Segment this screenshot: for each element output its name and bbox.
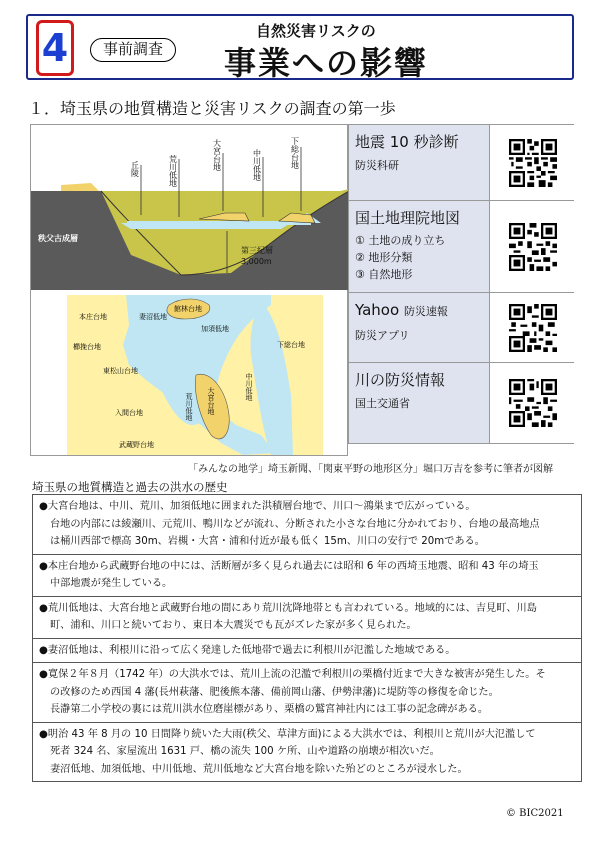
history-line: 死者 324 名、家屋流出 1631 戸、橋の流失 100 ケ所、山や道路の崩壊が相次いだ。	[50, 746, 440, 757]
header-subtitle: 自然災害リスクの	[256, 22, 376, 40]
history-title: 埼玉県の地質構造と過去の洪水の歴史	[32, 480, 228, 494]
cross-label-shimousa: 下総台地	[290, 137, 300, 169]
history-line: ●妻沼低地は、利根川に沿って広く発達した低地帯で過去に利根川が氾濫した地域である。	[39, 644, 456, 656]
map-label-honjo: 本庄台地	[79, 313, 107, 321]
page-header	[26, 14, 574, 80]
history-line: の改修のため西国 4 藩(長州萩藩、肥後熊本藩、備前岡山藩、伊勢津藩)に堤防等の修復を命じた。	[50, 686, 499, 698]
history-row	[33, 555, 581, 597]
qr-code-icon[interactable]	[489, 201, 575, 292]
resource-item-yahoo[interactable]	[349, 293, 573, 363]
map-label-kazo: 加須低地	[201, 325, 229, 333]
qr-code-icon	[509, 379, 557, 427]
chapter-number: 4	[41, 26, 69, 70]
history-line: ●寛保２年８月（1742 年）の大洪水では、荒川上流の氾濫で利根川の栗橋付近まで大きな被害が発生した。そ	[39, 669, 546, 680]
resource-sidebar	[348, 124, 574, 444]
qr-code-icon	[509, 304, 557, 352]
figure-caption: 「みんなの地学」埼玉新聞、「関東平野の地形区分」堀口万吉を参考に筆者が図解	[188, 464, 553, 475]
history-line: 中部地震が発生している。	[50, 578, 173, 589]
cross-label-arakawa: 荒川低地	[168, 155, 178, 187]
history-line: ●大宮台地は、中川、荒川、加須低地に囲まれた洪積層台地で、川口～鴻巣まで広がっている。	[39, 501, 476, 512]
geology-figure-svg	[31, 125, 349, 457]
qr-code-icon[interactable]	[489, 125, 575, 200]
page-title: 事業への影響	[224, 44, 429, 82]
history-line: は桶川西部で標高 30m、岩槻・大宮・浦和付近が最も低く 15m、川口の安行で 20mである。	[50, 536, 485, 547]
resource-title-suffix: 防災速報	[403, 305, 448, 318]
map-label-arakawa: 荒川低地	[185, 393, 193, 421]
resource-sub: 防災科研	[355, 159, 399, 172]
geology-figure	[30, 124, 348, 456]
copyright: © BIC2021	[506, 808, 564, 819]
depth-label: 第三紀層	[241, 246, 273, 255]
cross-label-nakagawa: 中川低地	[252, 149, 262, 181]
history-table	[32, 494, 582, 782]
history-line: ●荒川低地は、大宮台地と武蔵野台地の間にあり荒川沈降地帯とも言われている。地域的には、吉見町、川島	[39, 602, 537, 614]
history-row	[33, 663, 581, 723]
resource-sub: 防災アプリ	[355, 329, 410, 342]
cross-label-hill: 丘陵	[130, 161, 140, 177]
section-title: １．埼玉県の地質構造と災害リスクの調査の第一歩	[28, 99, 396, 118]
resource-list-item: ③ 自然地形	[355, 268, 413, 281]
resource-title: Yahoo	[355, 301, 400, 319]
resource-title: 地震 10 秒診断	[355, 133, 459, 151]
resource-item-chiriin[interactable]	[349, 201, 573, 293]
map-label-menuma: 妻沼低地	[139, 313, 167, 321]
region-map	[67, 295, 323, 455]
history-line: 長瀞第二小学校の裏には荒川洪水位磨崖標があり、栗橋の鷲宮神社内には工事の記念碑がある。	[50, 704, 489, 715]
cross-section	[31, 137, 349, 290]
map-label-higashimatsuyama: 東松山台地	[103, 367, 138, 375]
history-line: 台地の内部には綾瀬川、元荒川、鴨川などが流れ、分断された小さな台地に分かれており、台地の最高地点	[50, 518, 540, 530]
map-label-nakagawa: 中川低地	[245, 373, 253, 401]
map-label-tatebayashi: 館林台地	[174, 305, 202, 313]
history-line: ●明治 43 年 8 月の 10 日間降り続いた大雨(秩父、草津方面)による大洪水では、利根川と荒川が大氾濫して	[39, 728, 536, 740]
history-line: 町、浦和、川口と続いており、東日本大震災でも瓦がズレた家が多く見られた。	[50, 620, 417, 631]
map-label-iruma: 入間台地	[115, 409, 143, 417]
resource-title: 国土地理院地図	[355, 209, 461, 227]
qr-code-icon	[509, 139, 557, 187]
cross-label-omiya: 大宮台地	[212, 139, 222, 171]
history-line: ●本庄台地から武蔵野台地の中には、活断層が多く見られ過去には昭和 6 年の西埼玉地震、昭和 43 年の埼玉	[39, 560, 539, 572]
history-row	[33, 639, 581, 664]
history-row	[33, 495, 581, 555]
resource-item-kawa[interactable]	[349, 363, 573, 443]
depth-value: 3,000m	[241, 257, 272, 266]
resource-list-item: ② 地形分類	[355, 251, 413, 264]
map-label-shimousa: 下総台地	[277, 341, 305, 349]
history-row	[33, 597, 581, 639]
map-label-kushibiki: 櫛挽台地	[73, 343, 101, 351]
history-row	[33, 723, 581, 782]
map-label-omiya: 大宮台地	[207, 387, 215, 415]
qr-code-icon	[509, 223, 557, 271]
resource-title: 川の防災情報	[355, 371, 446, 389]
history-line: 妻沼低地、加須低地、中川低地、荒川低地など大宮台地を除いた殆どのところが浸水した。	[50, 763, 468, 775]
resource-list-item: ① 土地の成り立ち	[355, 234, 446, 247]
qr-code-icon[interactable]	[489, 363, 575, 443]
resource-sub: 国土交通省	[355, 397, 410, 410]
chapter-number-badge	[36, 20, 74, 76]
resource-item-jishin[interactable]	[349, 125, 573, 201]
cross-left-label: 秩父古成層	[38, 234, 78, 243]
pre-survey-label: 事前調査	[90, 38, 176, 62]
qr-code-icon[interactable]	[489, 293, 575, 362]
map-label-musashino: 武蔵野台地	[119, 441, 154, 449]
